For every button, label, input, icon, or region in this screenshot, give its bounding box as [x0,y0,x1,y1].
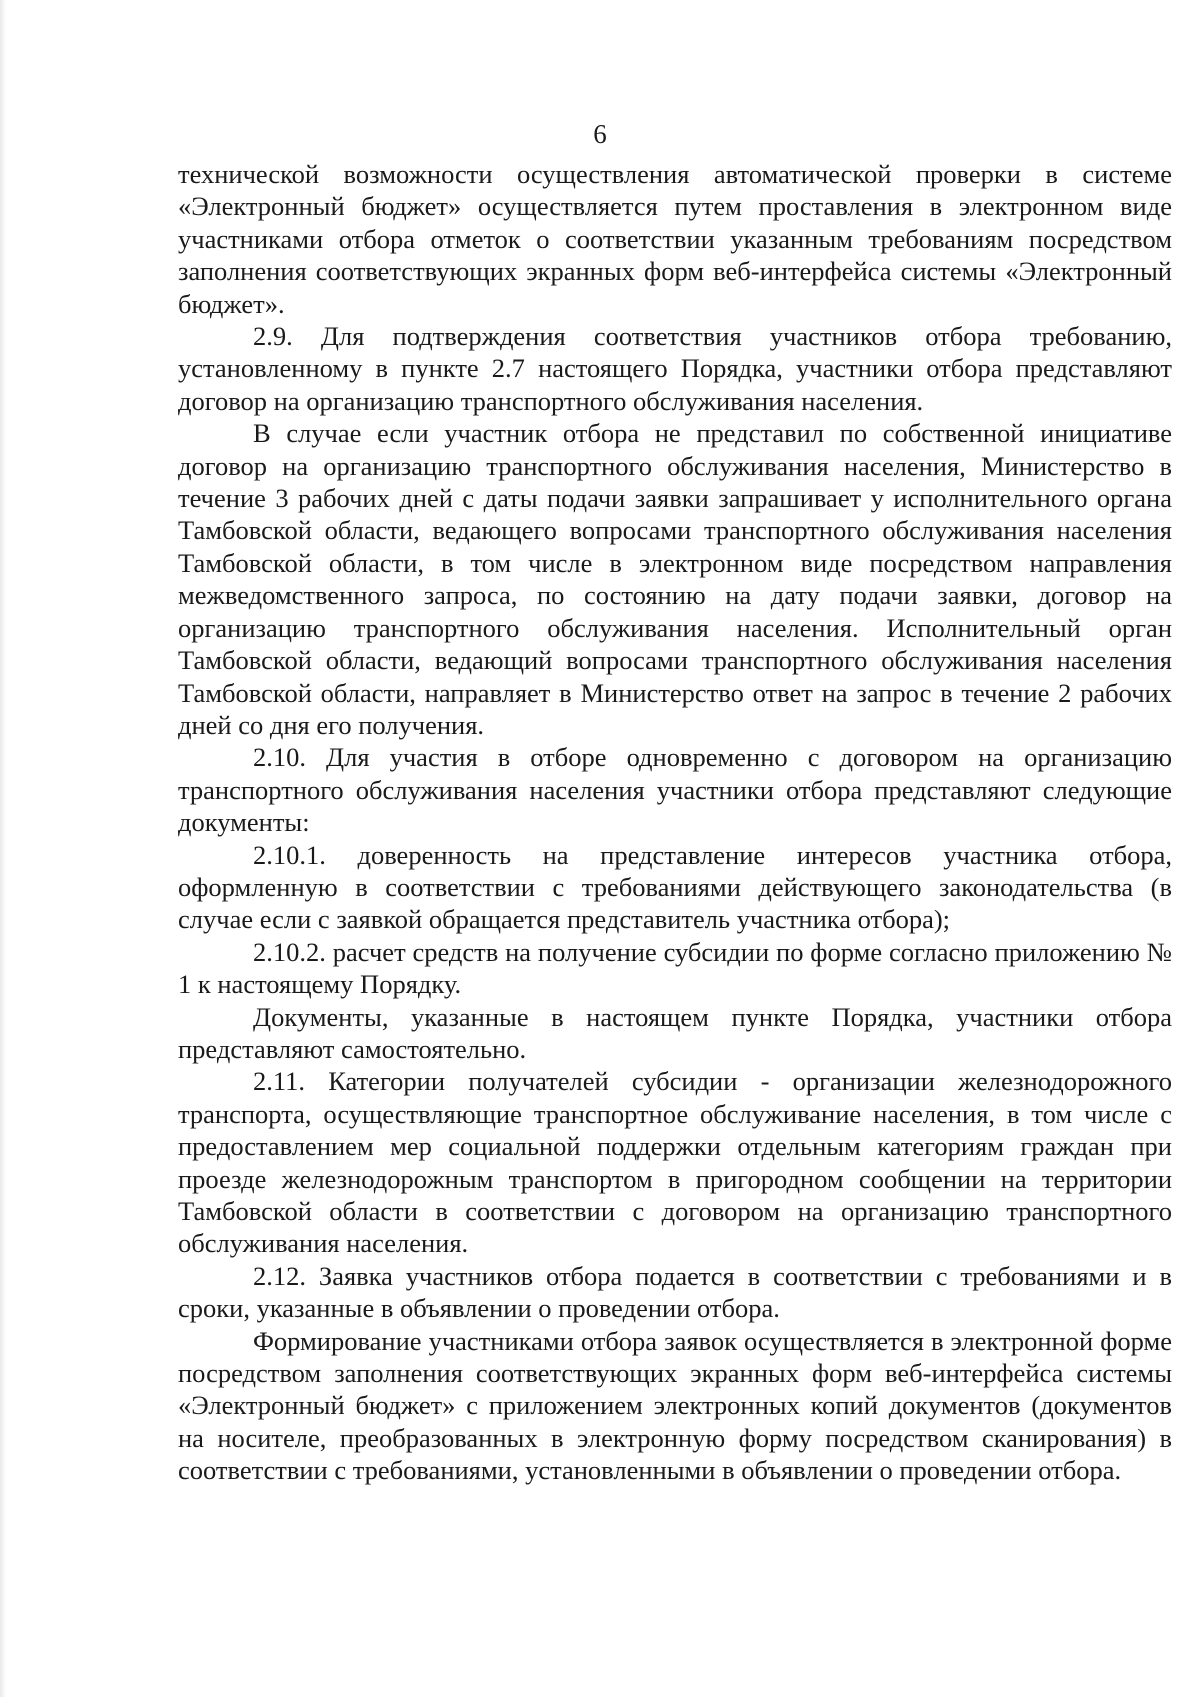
paragraph-2-12: 2.12. Заявка участников отбора подается в соответствии с требованиями и в сроки, указанные в объявлении о проведении отбора. [178,1260,1172,1324]
paragraph-continuation: технической возможности осуществления автоматической проверки в системе «Электронный бюджет» осуществляется путем проставления в электронном виде участниками отбора отметок о соответствии указанным требованиям посредством заполнения соответствующих экранных форм веб-интерфейса системы «Электронный бюджет». [178,159,1172,319]
paragraph-2-11: 2.11. Категории получателей субсидии - организации железнодорожного транспорта, осуществляющие транспортное обслуживание населения, в том числе с предоставлением мер социальной поддержки отдельным категориям граждан при проезде железнодорожным транспортом в пригородном сообщении на территории Тамбовской области в соответствии с договором на организацию транспортного обслуживания населения. [178,1066,1172,1259]
paragraph-2-9-request: В случае если участник отбора не представил по собственной инициативе договор на организацию транспортного обслуживания населения, Министерство в течение 3 рабочих дней с даты подачи заявки запрашивает у исполнительного органа Тамбовской области, ведающего вопросами транспортного обслуживания населения Тамбовской области, в том числе в электронном виде посредством направления межведомственного запроса, по состоянию на дату подачи заявки, договор на организацию транспортного обслуживания населения. Исполнительный орган Тамбовской области, ведающий вопросами транспортного обслуживания населения Тамбовской области, направляет в Министерство ответ на запрос в течение 2 рабочих дней со дня его получения. [178,418,1172,740]
document-body [178,158,1172,1487]
paragraph-2-10: 2.10. Для участия в отборе одновременно с договором на организацию транспортного обслуживания населения участники отбора представляют следующие документы: [178,742,1172,838]
paragraph-2-10-documents: Документы, указанные в настоящем пункте Порядка, участники отбора представляют самостоятельно. [178,1001,1172,1064]
paragraph-2-9: 2.9. Для подтверждения соответствия участников отбора требованию, установленному в пункте 2.7 настоящего Порядка, участники отбора представляют договор на организацию транспортного обслуживания населения. [178,321,1172,416]
paragraph-2-10-2: 2.10.2. расчет средств на получение субсидии по форме согласно приложению № 1 к настоящему Порядку. [178,936,1172,1000]
paragraph-2-10-1: 2.10.1. доверенность на представление интересов участника отбора, оформленную в соответствии с требованиями действующего законодательства (в случае если с заявкой обращается представитель участника отбора); [178,839,1172,935]
scan-edge-shadow [0,0,6,1697]
page-number: 6 [593,119,607,149]
paragraph-2-12-forming: Формирование участниками отбора заявок осуществляется в электронной форме посредством заполнения соответствующих экранных форм веб-интерфейса системы «Электронный бюджет» с приложением электронных копий документов (документов на носителе, преобразованных в электронную форму посредством сканирования) в соответствии с требованиями, установленными в объявлении о проведении отбора. [178,1325,1172,1486]
